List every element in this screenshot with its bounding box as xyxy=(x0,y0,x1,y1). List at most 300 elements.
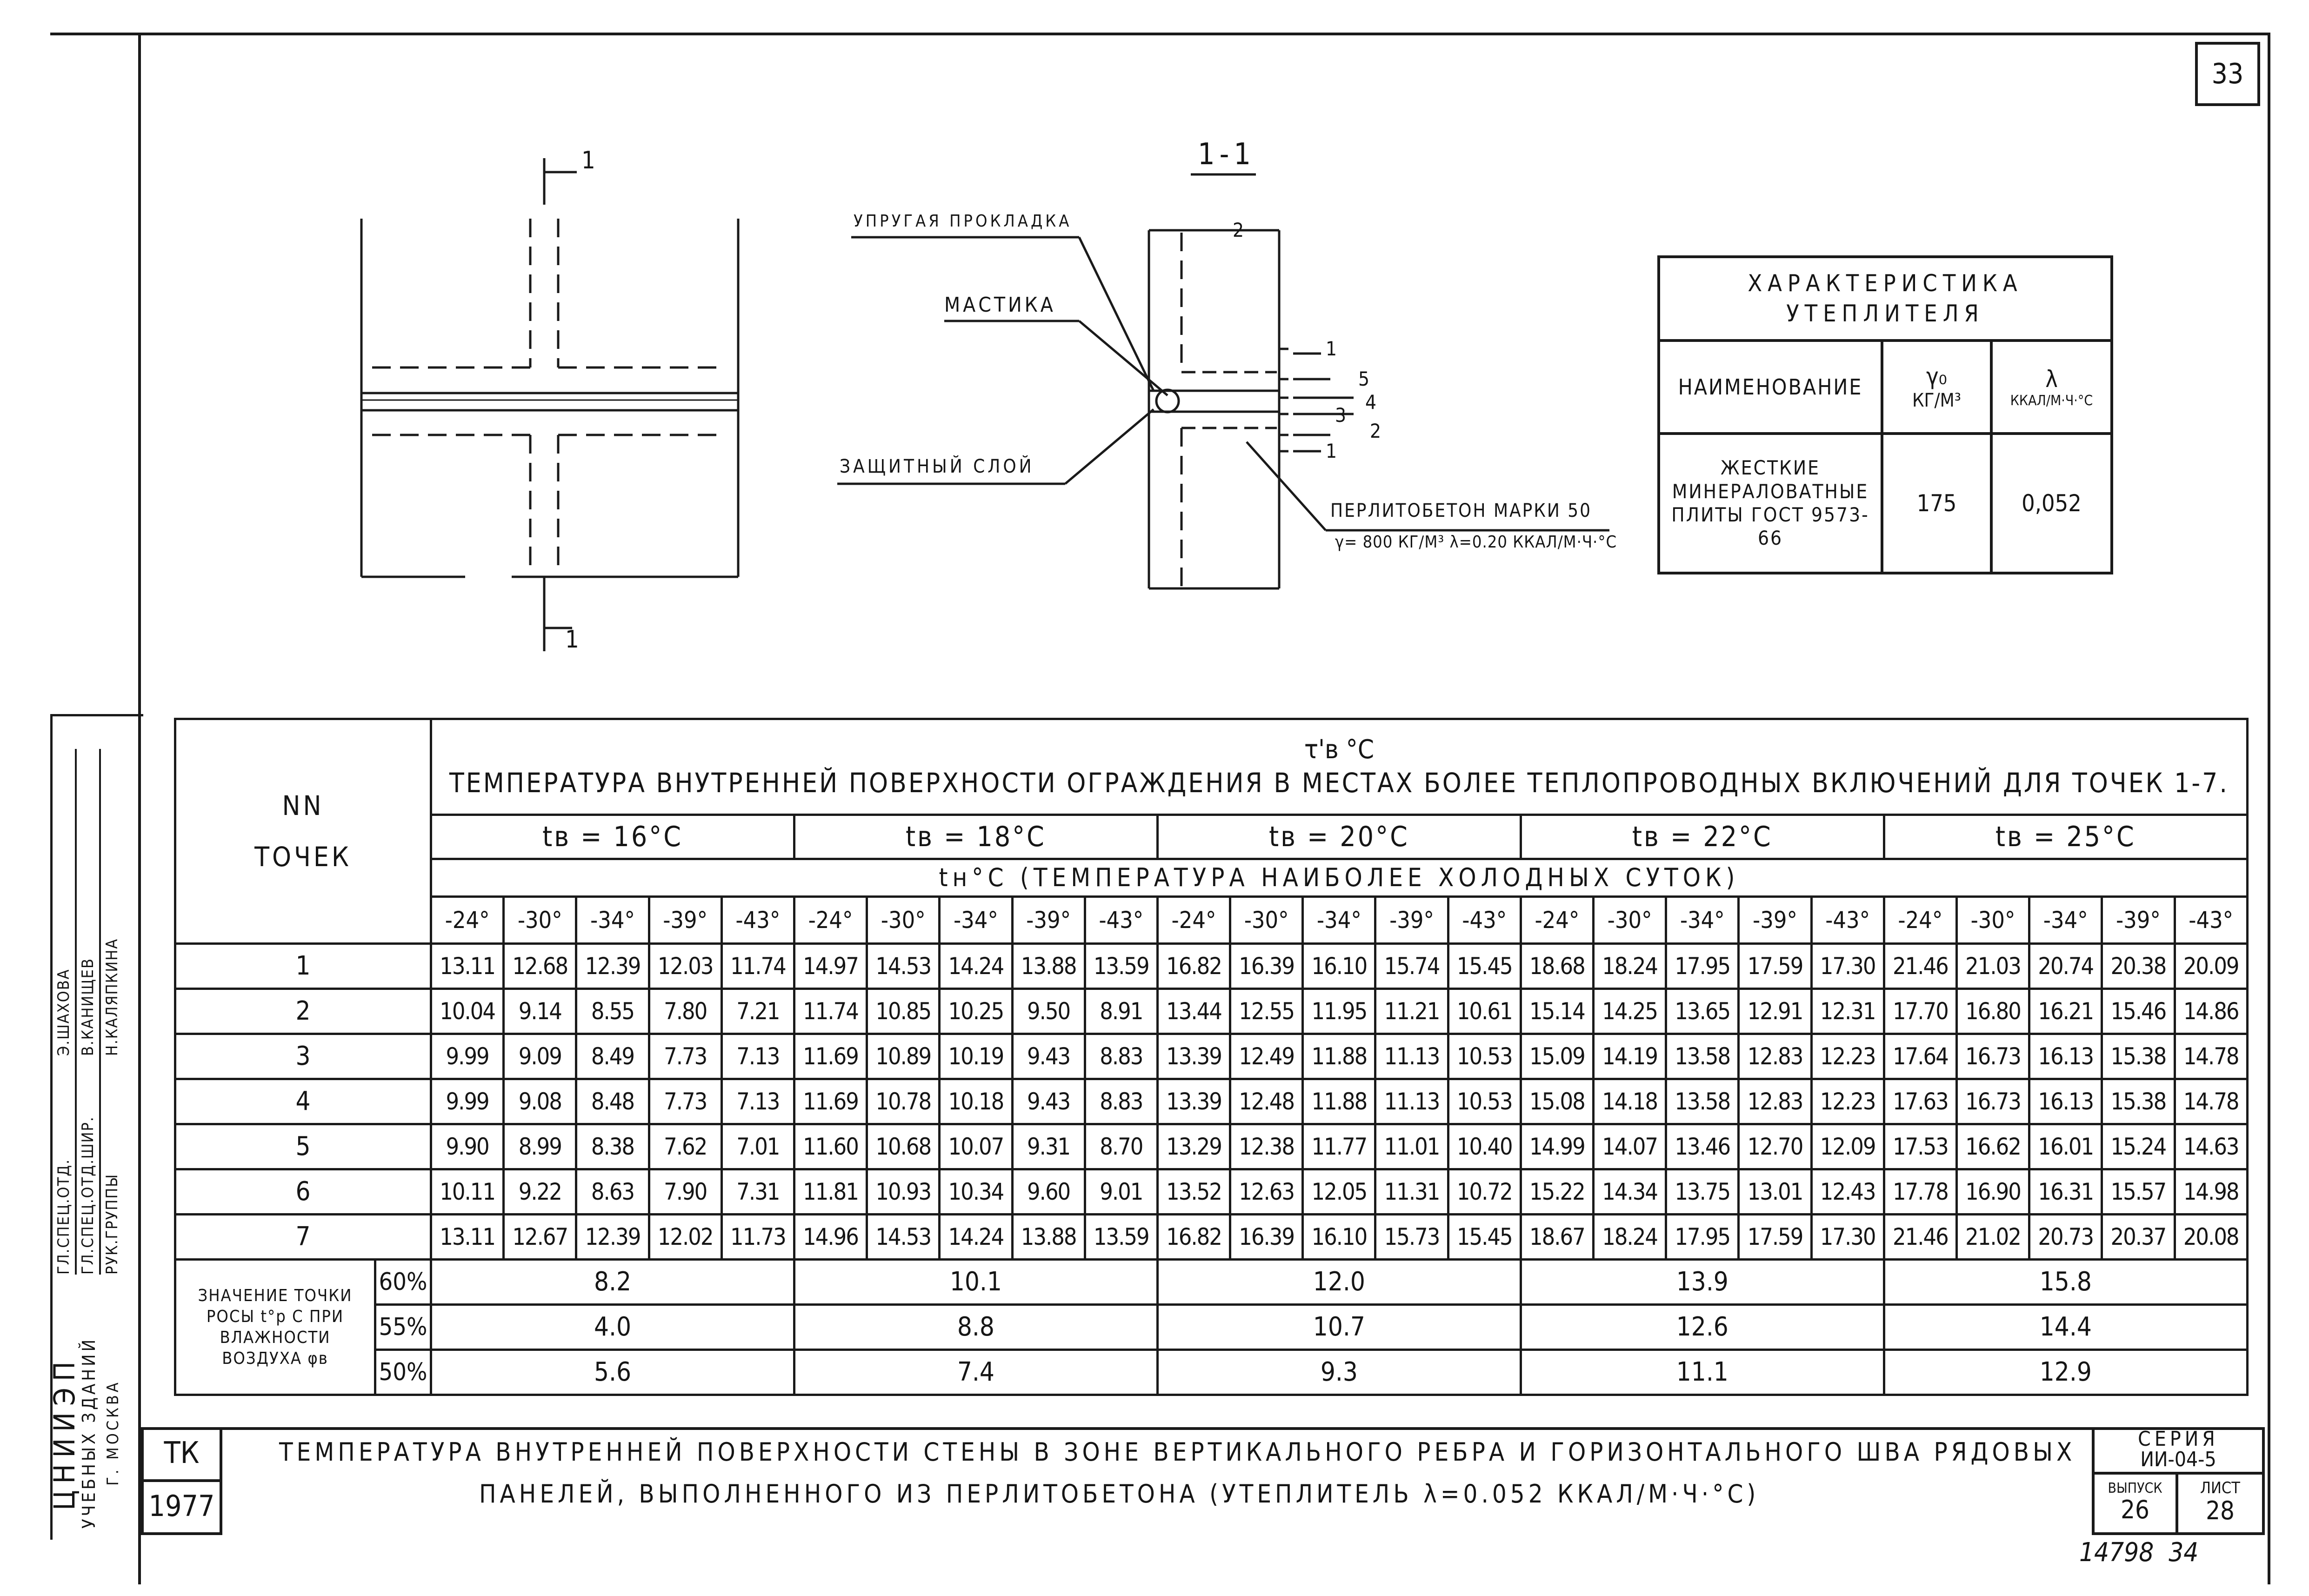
callout-number-2-top: 2 xyxy=(1233,219,1244,241)
temperature-value: 13.59 xyxy=(1085,943,1157,988)
temperature-value: 21.03 xyxy=(1956,943,2029,988)
temperature-value: 11.21 xyxy=(1375,988,1448,1034)
elevation-drawing xyxy=(361,158,738,651)
table-row xyxy=(175,1214,2248,1259)
outdoor-temp-header: -34° xyxy=(940,896,1012,943)
temperature-value: 14.19 xyxy=(1594,1034,1666,1079)
temperature-value: 17.64 xyxy=(1884,1034,1956,1079)
temperature-value: 12.48 xyxy=(1230,1079,1303,1124)
outdoor-temp-header: -34° xyxy=(2029,896,2102,943)
org-code-box xyxy=(141,1427,222,1482)
stamp-institute-sub: УЧЕБНЫХ ЗДАНИЙ xyxy=(79,1336,99,1529)
temperature-value: 14.53 xyxy=(867,943,940,988)
temperature-value: 20.74 xyxy=(2029,943,2102,988)
dew-point-value: 13.9 xyxy=(1521,1259,1884,1304)
year-box xyxy=(141,1479,222,1535)
temperature-value: 14.24 xyxy=(940,943,1012,988)
temperature-value: 12.55 xyxy=(1230,988,1303,1034)
outdoor-temp-header: -24° xyxy=(431,896,504,943)
temperature-value: 12.70 xyxy=(1739,1124,1811,1169)
temperature-value: 12.91 xyxy=(1739,988,1811,1034)
temperature-value: 13.11 xyxy=(431,943,504,988)
density-symbol: γ₀ xyxy=(1926,363,1947,390)
temperature-value: 14.24 xyxy=(940,1214,1012,1259)
temperature-value: 13.01 xyxy=(1739,1169,1811,1214)
lambda-unit: ККАЛ/М·Ч·°С xyxy=(2010,392,2093,409)
sheet-number: 33 xyxy=(2211,58,2244,90)
table-row xyxy=(175,1169,2248,1214)
temperature-value: 16.80 xyxy=(1956,988,2029,1034)
dew-point-value: 10.7 xyxy=(1157,1304,1521,1349)
issue-label: ВЫПУСК xyxy=(2108,1480,2162,1496)
temperature-value: 16.13 xyxy=(2029,1079,2102,1124)
temperature-value: 17.70 xyxy=(1884,988,1956,1034)
temperature-value: 16.39 xyxy=(1230,1214,1303,1259)
sheet-in-issue: 28 xyxy=(2206,1496,2235,1525)
temperature-value: 16.62 xyxy=(1956,1124,2029,1169)
cut-mark-top: 1 xyxy=(581,147,595,174)
dew-point-value: 9.3 xyxy=(1157,1349,1521,1395)
temperature-value: 16.01 xyxy=(2029,1124,2102,1169)
temperature-value: 16.13 xyxy=(2029,1034,2102,1079)
temperature-value: 12.38 xyxy=(1230,1124,1303,1169)
point-number: 4 xyxy=(175,1079,431,1124)
outdoor-temp-header: -39° xyxy=(1375,896,1448,943)
temperature-value: 8.99 xyxy=(504,1124,576,1169)
temperature-value: 14.53 xyxy=(867,1214,940,1259)
title-block-rule xyxy=(141,1427,2265,1430)
dew-point-value: 5.6 xyxy=(431,1349,794,1395)
material-lambda: 0,052 xyxy=(1991,434,2112,573)
temperature-value: 11.88 xyxy=(1303,1034,1375,1079)
indoor-temp-group: tв = 16°С xyxy=(431,815,794,859)
temperature-value: 9.43 xyxy=(1012,1079,1085,1124)
series-label: СЕРИЯ xyxy=(2138,1427,2219,1451)
series-code: ИИ-04-5 xyxy=(2140,1448,2216,1471)
temperature-value: 11.74 xyxy=(794,988,867,1034)
temperature-value: 7.62 xyxy=(649,1124,721,1169)
temperature-value: 9.14 xyxy=(504,988,576,1034)
section-label: 1-1 xyxy=(1198,137,1256,172)
temperature-value: 17.59 xyxy=(1739,1214,1811,1259)
temperature-value: 7.73 xyxy=(649,1079,721,1124)
temperature-value: 10.89 xyxy=(867,1034,940,1079)
temperature-value: 12.43 xyxy=(1811,1169,1884,1214)
temperature-value: 9.08 xyxy=(504,1079,576,1124)
callout-number-5: 5 xyxy=(1358,367,1370,390)
temperature-value: 9.01 xyxy=(1085,1169,1157,1214)
sheet-label: ЛИСТ xyxy=(2200,1478,2240,1497)
temperature-value: 14.99 xyxy=(1521,1124,1593,1169)
outdoor-temp-header: -34° xyxy=(576,896,649,943)
temperature-value: 10.61 xyxy=(1448,988,1521,1034)
temperature-value: 10.68 xyxy=(867,1124,940,1169)
temperature-value: 8.63 xyxy=(576,1169,649,1214)
temperature-value: 15.24 xyxy=(2102,1124,2175,1169)
temperature-value: 15.45 xyxy=(1448,943,1521,988)
col-name-header: НАИМЕНОВАНИЕ xyxy=(1659,341,1882,434)
temperature-value: 11.13 xyxy=(1375,1079,1448,1124)
temperature-value: 13.11 xyxy=(431,1214,504,1259)
temperature-value: 12.83 xyxy=(1739,1034,1811,1079)
dew-point-value: 12.9 xyxy=(1884,1349,2247,1395)
temperature-value: 11.88 xyxy=(1303,1079,1375,1124)
temperature-value: 14.63 xyxy=(2175,1124,2247,1169)
callout-number-2: 2 xyxy=(1370,420,1381,442)
temperature-value: 20.09 xyxy=(2175,943,2247,988)
points-header-label: ТОЧЕК xyxy=(254,841,352,873)
stamp-role-2: ГЛ.СПЕЦ.ОТД.ШИР. xyxy=(79,1116,97,1275)
temperature-value: 12.05 xyxy=(1303,1169,1375,1214)
temperature-value: 16.73 xyxy=(1956,1034,2029,1079)
series-box xyxy=(2092,1427,2265,1475)
temperature-value: 15.46 xyxy=(2102,988,2175,1034)
temperature-value: 7.80 xyxy=(649,988,721,1034)
temperature-value: 18.24 xyxy=(1594,1214,1666,1259)
insulation-title-line1: ХАРАКТЕРИСТИКА xyxy=(1748,270,2023,297)
temperature-value: 14.18 xyxy=(1594,1079,1666,1124)
temperature-value: 15.08 xyxy=(1521,1079,1593,1124)
drawing-title-line1: ТЕМПЕРАТУРА ВНУТРЕННЕЙ ПОВЕРХНОСТИ СТЕНЫ В ЗОНЕ ВЕРТИКАЛЬНОГО РЕБРА И ГОРИЗОНТАЛЬНОГО ШВА РЯДОВЫХ xyxy=(279,1437,2076,1467)
dew-point-value: 8.8 xyxy=(794,1304,1157,1349)
insulation-table xyxy=(1657,255,2113,574)
temperature-value: 11.81 xyxy=(794,1169,867,1214)
indoor-temp-group: tв = 18°С xyxy=(794,815,1157,859)
callout-perlite-concrete: ПЕРЛИТОБЕТОН МАРКИ 50 xyxy=(1330,500,1592,521)
outdoor-temp-header: -24° xyxy=(1884,896,1956,943)
temperature-value: 7.01 xyxy=(721,1124,794,1169)
temperature-value: 13.75 xyxy=(1666,1169,1739,1214)
temperature-value: 15.74 xyxy=(1375,943,1448,988)
table-title: ТЕМПЕРАТУРА ВНУТРЕННЕЙ ПОВЕРХНОСТИ ОГРАЖДЕНИЯ В МЕСТАХ БОЛЕЕ ТЕПЛОПРОВОДНЫХ ВКЛЮЧЕНИЙ ДЛЯ ТОЧЕК 1-7. xyxy=(449,767,2229,799)
temperature-value: 10.53 xyxy=(1448,1079,1521,1124)
temperature-value: 9.90 xyxy=(431,1124,504,1169)
temperature-value: 20.38 xyxy=(2102,943,2175,988)
dew-point-value: 15.8 xyxy=(1884,1259,2247,1304)
dew-point-value: 8.2 xyxy=(431,1259,794,1304)
temperature-value: 8.55 xyxy=(576,988,649,1034)
stamp-row-2 xyxy=(77,749,101,1275)
temperature-value: 14.98 xyxy=(2175,1169,2247,1214)
temperature-value: 16.10 xyxy=(1303,943,1375,988)
humidity-value: 60% xyxy=(375,1259,431,1304)
temperature-value: 10.11 xyxy=(431,1169,504,1214)
temperature-value: 12.63 xyxy=(1230,1169,1303,1214)
callout-number-1a: 1 xyxy=(1326,337,1337,360)
outdoor-temp-header: -30° xyxy=(867,896,940,943)
temperature-value: 10.40 xyxy=(1448,1124,1521,1169)
temperature-value: 8.91 xyxy=(1085,988,1157,1034)
temperature-value: 10.19 xyxy=(940,1034,1012,1079)
material-density: 175 xyxy=(1882,434,1991,573)
temperature-value: 12.09 xyxy=(1811,1124,1884,1169)
temperature-value: 18.67 xyxy=(1521,1214,1593,1259)
temperature-value: 11.95 xyxy=(1303,988,1375,1034)
outdoor-temp-header: -30° xyxy=(1230,896,1303,943)
callout-elastic-gasket: УПРУГАЯ ПРОКЛАДКА xyxy=(854,212,1072,231)
temperature-value: 10.85 xyxy=(867,988,940,1034)
temperature-value: 10.34 xyxy=(940,1169,1012,1214)
temperature-value: 21.46 xyxy=(1884,1214,1956,1259)
temperature-value: 15.73 xyxy=(1375,1214,1448,1259)
table-title-cell xyxy=(431,719,2248,815)
callout-number-3: 3 xyxy=(1335,404,1347,427)
point-number: 6 xyxy=(175,1169,431,1214)
lambda-symbol: λ xyxy=(2045,365,2058,393)
temperature-value: 13.88 xyxy=(1012,943,1085,988)
issue-box xyxy=(2092,1472,2178,1535)
temperature-value: 9.22 xyxy=(504,1169,576,1214)
year: 1977 xyxy=(148,1489,215,1523)
indoor-temp-group: tв = 22°С xyxy=(1521,815,1884,859)
stamp-name-3: Н.КАЛЯПКИНА xyxy=(103,938,121,1056)
dew-point-value: 10.1 xyxy=(794,1259,1157,1304)
temperature-value: 15.22 xyxy=(1521,1169,1593,1214)
temperature-value: 12.23 xyxy=(1811,1034,1884,1079)
temperature-value: 11.77 xyxy=(1303,1124,1375,1169)
outdoor-temp-header: -43° xyxy=(1811,896,1884,943)
point-number: 7 xyxy=(175,1214,431,1259)
temperature-value: 15.09 xyxy=(1521,1034,1593,1079)
temperature-value: 9.31 xyxy=(1012,1124,1085,1169)
temperature-value: 15.45 xyxy=(1448,1214,1521,1259)
table-row xyxy=(175,988,2248,1034)
tau-label: τ'в °С xyxy=(1304,735,1375,765)
temperature-value: 15.57 xyxy=(2102,1169,2175,1214)
temperature-value: 16.82 xyxy=(1157,1214,1230,1259)
temperature-value: 13.88 xyxy=(1012,1214,1085,1259)
temperature-value: 10.25 xyxy=(940,988,1012,1034)
temperature-value: 11.01 xyxy=(1375,1124,1448,1169)
temperature-value: 10.72 xyxy=(1448,1169,1521,1214)
temperature-value: 10.18 xyxy=(940,1079,1012,1124)
sheet-box xyxy=(2176,1472,2265,1535)
dew-point-row xyxy=(175,1349,2248,1395)
outdoor-temp-header: -24° xyxy=(1157,896,1230,943)
material-name: ЖЕСТКИЕ МИНЕРАЛОВАТНЫЕ ПЛИТЫ ГОСТ 9573-66 xyxy=(1659,434,1882,573)
dew-point-label: ЗНАЧЕНИЕ ТОЧКИ РОСЫ t°р С ПРИ ВЛАЖНОСТИ ВОЗДУХА φв xyxy=(175,1259,375,1395)
temperature-value: 8.48 xyxy=(576,1079,649,1124)
temperature-value: 18.24 xyxy=(1594,943,1666,988)
temperature-value: 7.90 xyxy=(649,1169,721,1214)
humidity-value: 55% xyxy=(375,1304,431,1349)
stamp-institute: ЦНИИЭП xyxy=(47,1355,81,1510)
temperature-value: 12.49 xyxy=(1230,1034,1303,1079)
points-header-nn: NN xyxy=(282,789,324,821)
temperature-value: 15.14 xyxy=(1521,988,1593,1034)
temperature-value: 15.38 xyxy=(2102,1034,2175,1079)
temperature-value: 16.39 xyxy=(1230,943,1303,988)
temperature-value: 13.29 xyxy=(1157,1124,1230,1169)
outdoor-temp-label: tн°С (ТЕМПЕРАТУРА НАИБОЛЕЕ ХОЛОДНЫХ СУТОК) xyxy=(431,859,2248,896)
temperature-value: 16.31 xyxy=(2029,1169,2102,1214)
dew-point-value: 4.0 xyxy=(431,1304,794,1349)
temperature-value: 10.78 xyxy=(867,1079,940,1124)
temperature-value: 9.50 xyxy=(1012,988,1085,1034)
callout-perlite-params: γ= 800 КГ/М³ λ=0.20 ККАЛ/М·Ч·°С xyxy=(1335,533,1617,552)
insulation-title xyxy=(1659,257,2112,341)
outdoor-temp-header: -39° xyxy=(649,896,721,943)
temperature-value: 12.39 xyxy=(576,943,649,988)
point-number: 2 xyxy=(175,988,431,1034)
temperature-value: 14.78 xyxy=(2175,1034,2247,1079)
temperature-value: 13.65 xyxy=(1666,988,1739,1034)
insulation-title-line2: УТЕПЛИТЕЛЯ xyxy=(1786,300,1984,327)
temperature-value: 13.52 xyxy=(1157,1169,1230,1214)
temperature-value: 12.23 xyxy=(1811,1079,1884,1124)
table-row xyxy=(175,1034,2248,1079)
stamp-rows xyxy=(53,749,127,1275)
col-lambda-header xyxy=(1991,341,2112,434)
callout-protective-layer: ЗАЩИТНЫЙ СЛОЙ xyxy=(840,456,1034,477)
temperature-table xyxy=(174,718,2249,1396)
table-row xyxy=(175,1124,2248,1169)
temperature-value: 17.63 xyxy=(1884,1079,1956,1124)
temperature-value: 9.60 xyxy=(1012,1169,1085,1214)
dew-point-value: 11.1 xyxy=(1521,1349,1884,1395)
stamp-role-3: РУК.ГРУППЫ xyxy=(103,1173,121,1275)
temperature-value: 10.93 xyxy=(867,1169,940,1214)
temperature-value: 7.13 xyxy=(721,1079,794,1124)
point-number: 5 xyxy=(175,1124,431,1169)
bottom-note: 14798 34 xyxy=(2079,1537,2199,1568)
outdoor-temp-header: -43° xyxy=(1448,896,1521,943)
temperature-value: 21.02 xyxy=(1956,1214,2029,1259)
temperature-value: 17.30 xyxy=(1811,1214,1884,1259)
temperature-value: 17.95 xyxy=(1666,1214,1739,1259)
temperature-value: 16.82 xyxy=(1157,943,1230,988)
stamp-row-3 xyxy=(101,749,123,1275)
temperature-value: 9.09 xyxy=(504,1034,576,1079)
temperature-value: 9.99 xyxy=(431,1079,504,1124)
density-unit: КГ/М³ xyxy=(1912,390,1962,411)
outdoor-temp-header: -30° xyxy=(1594,896,1666,943)
stamp-role-1: ГЛ.СПЕЦ.ОТД. xyxy=(54,1159,73,1275)
temperature-value: 13.39 xyxy=(1157,1079,1230,1124)
temperature-value: 7.73 xyxy=(649,1034,721,1079)
outdoor-temp-header: -39° xyxy=(1739,896,1811,943)
stamp-row-1 xyxy=(53,749,77,1275)
temperature-value: 13.46 xyxy=(1666,1124,1739,1169)
temperature-value: 12.39 xyxy=(576,1214,649,1259)
temperature-value: 17.53 xyxy=(1884,1124,1956,1169)
temperature-value: 12.03 xyxy=(649,943,721,988)
dew-point-value: 12.6 xyxy=(1521,1304,1884,1349)
temperature-value: 8.83 xyxy=(1085,1034,1157,1079)
temperature-value: 7.13 xyxy=(721,1034,794,1079)
temperature-value: 7.31 xyxy=(721,1169,794,1214)
temperature-value: 14.96 xyxy=(794,1214,867,1259)
temperature-value: 21.46 xyxy=(1884,943,1956,988)
section-drawing xyxy=(837,174,1609,588)
dew-point-value: 12.0 xyxy=(1157,1259,1521,1304)
dew-point-value: 7.4 xyxy=(794,1349,1157,1395)
temperature-value: 14.78 xyxy=(2175,1079,2247,1124)
temperature-value: 8.38 xyxy=(576,1124,649,1169)
temperature-value: 17.95 xyxy=(1666,943,1739,988)
temperature-value: 14.97 xyxy=(794,943,867,988)
points-header xyxy=(175,719,431,944)
stamp-name-2: В.КАНИЩЕВ xyxy=(79,958,97,1056)
issue-number: 26 xyxy=(2121,1495,2149,1524)
temperature-value: 10.04 xyxy=(431,988,504,1034)
org-code: ТК xyxy=(164,1436,200,1470)
temperature-value: 20.08 xyxy=(2175,1214,2247,1259)
table-row xyxy=(175,1079,2248,1124)
temperature-value: 16.10 xyxy=(1303,1214,1375,1259)
dew-point-row xyxy=(175,1304,2248,1349)
outdoor-temp-header: -24° xyxy=(1521,896,1593,943)
outdoor-temp-header: -39° xyxy=(1012,896,1085,943)
col-density-header xyxy=(1882,341,1991,434)
callout-mastic: МАСТИКА xyxy=(944,293,1056,317)
temperature-value: 9.43 xyxy=(1012,1034,1085,1079)
temperature-value: 15.38 xyxy=(2102,1079,2175,1124)
outdoor-temp-header: -39° xyxy=(2102,896,2175,943)
temperature-value: 18.68 xyxy=(1521,943,1593,988)
temperature-value: 8.83 xyxy=(1085,1079,1157,1124)
temperature-value: 14.34 xyxy=(1594,1169,1666,1214)
dew-point-row xyxy=(175,1259,2248,1304)
temperature-value: 20.73 xyxy=(2029,1214,2102,1259)
temperature-value: 11.13 xyxy=(1375,1034,1448,1079)
outdoor-temp-header: -43° xyxy=(1085,896,1157,943)
temperature-value: 10.07 xyxy=(940,1124,1012,1169)
temperature-value: 11.69 xyxy=(794,1079,867,1124)
outdoor-temp-header: -30° xyxy=(504,896,576,943)
callout-number-4: 4 xyxy=(1365,391,1377,414)
outdoor-temp-header: -24° xyxy=(794,896,867,943)
stamp-name-1: Э.ШАХОВА xyxy=(54,968,73,1056)
callout-number-1b: 1 xyxy=(1326,440,1337,462)
humidity-value: 50% xyxy=(375,1349,431,1395)
temperature-value: 12.02 xyxy=(649,1214,721,1259)
temperature-value: 16.90 xyxy=(1956,1169,2029,1214)
point-number: 1 xyxy=(175,943,431,988)
temperature-value: 17.59 xyxy=(1739,943,1811,988)
temperature-value: 12.67 xyxy=(504,1214,576,1259)
temperature-value: 13.59 xyxy=(1085,1214,1157,1259)
temperature-value: 14.86 xyxy=(2175,988,2247,1034)
temperature-value: 13.58 xyxy=(1666,1079,1739,1124)
temperature-value: 12.83 xyxy=(1739,1079,1811,1124)
table-row xyxy=(175,943,2248,988)
temperature-value: 7.21 xyxy=(721,988,794,1034)
dew-point-value: 14.4 xyxy=(1884,1304,2247,1349)
stamp-city: Г. МОСКВА xyxy=(104,1380,122,1486)
temperature-value: 11.74 xyxy=(721,943,794,988)
point-number: 3 xyxy=(175,1034,431,1079)
temperature-value: 11.73 xyxy=(721,1214,794,1259)
temperature-value: 14.25 xyxy=(1594,988,1666,1034)
temperature-value: 8.70 xyxy=(1085,1124,1157,1169)
outdoor-temp-header: -43° xyxy=(2175,896,2247,943)
outdoor-temp-header: -30° xyxy=(1956,896,2029,943)
temperature-value: 20.37 xyxy=(2102,1214,2175,1259)
temperature-value: 9.99 xyxy=(431,1034,504,1079)
temperature-value: 8.49 xyxy=(576,1034,649,1079)
temperature-value: 12.31 xyxy=(1811,988,1884,1034)
temperature-value: 13.58 xyxy=(1666,1034,1739,1079)
drawing-title-line2: ПАНЕЛЕЙ, ВЫПОЛНЕННОГО ИЗ ПЕРЛИТОБЕТОНА (УТЕПЛИТЕЛЬ λ=0.052 ККАЛ/М·Ч·°С) xyxy=(479,1479,1760,1509)
temperature-value: 17.30 xyxy=(1811,943,1884,988)
side-stamp xyxy=(47,714,143,1540)
outdoor-temp-header: -43° xyxy=(721,896,794,943)
temperature-value: 13.44 xyxy=(1157,988,1230,1034)
temperature-value: 10.53 xyxy=(1448,1034,1521,1079)
temperature-value: 12.68 xyxy=(504,943,576,988)
temperature-value: 16.73 xyxy=(1956,1079,2029,1124)
